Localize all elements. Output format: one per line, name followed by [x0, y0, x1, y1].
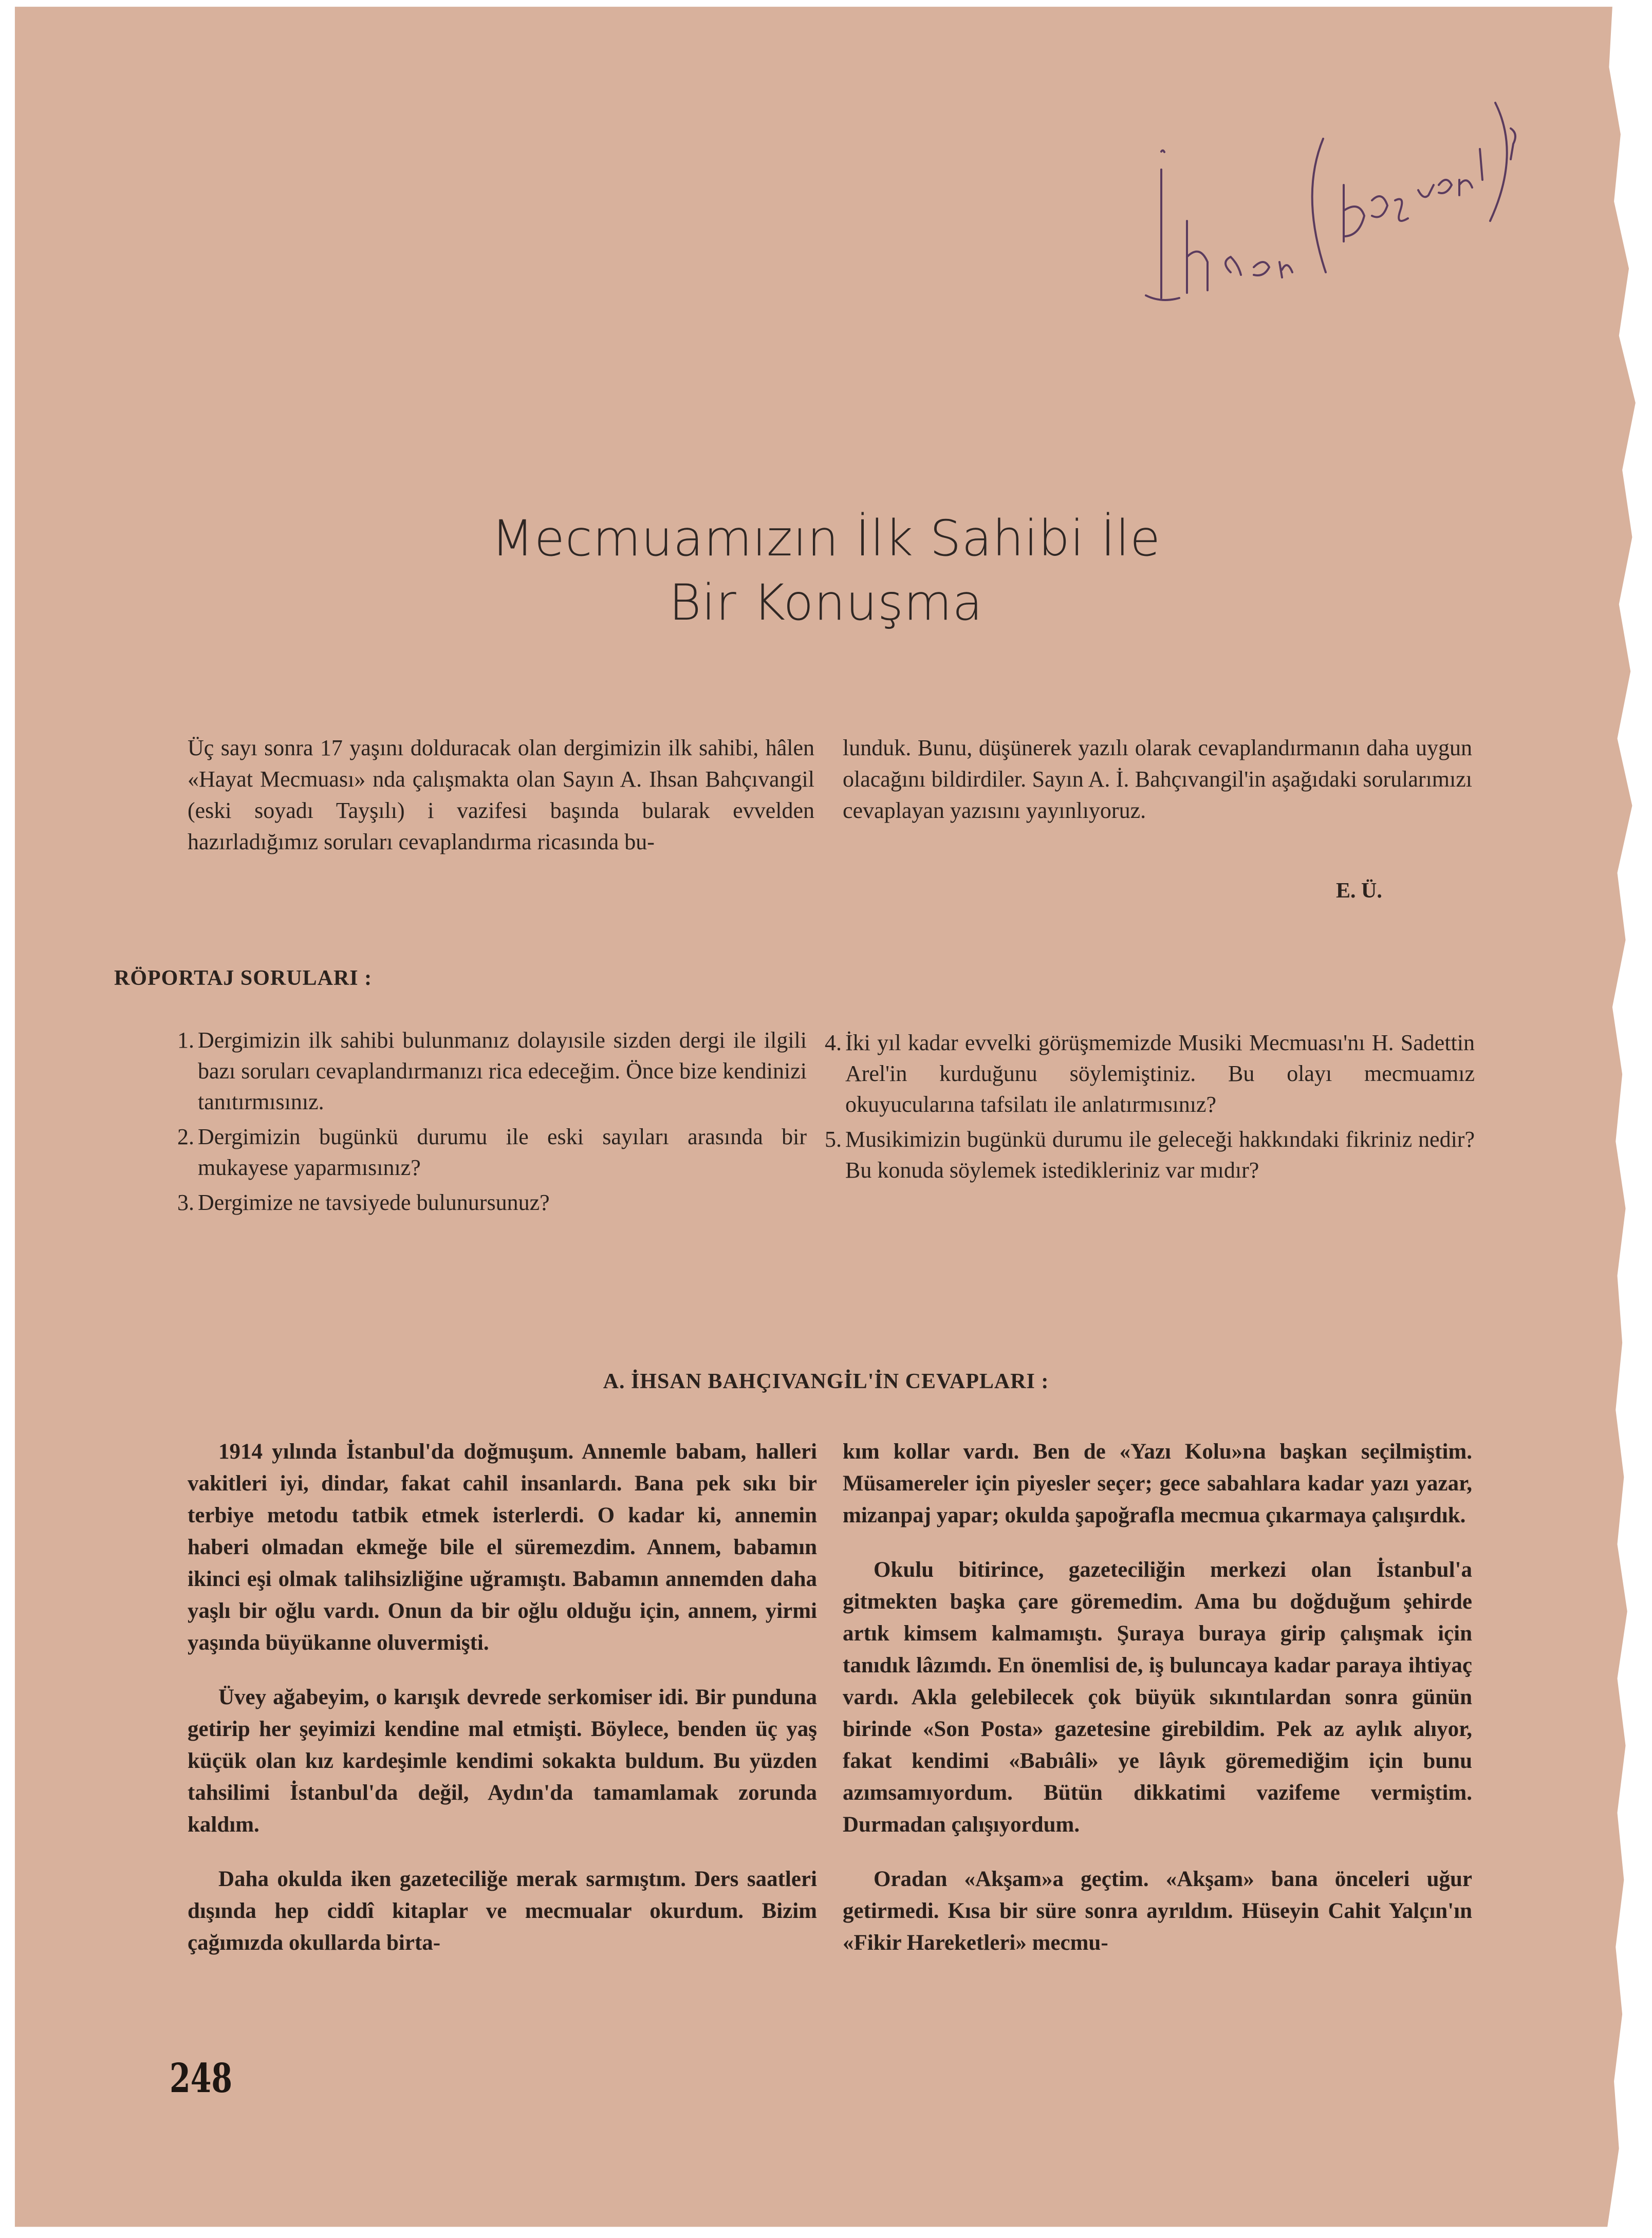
question-number: 5. [825, 1127, 842, 1152]
answer-paragraph: Üvey ağabeyim, o karışık devrede serkomiser idi. Bir punduna getirip her şeyimizi kendine mal etmişti. Böylece, benden üç yaş küçük olan kız kardeşimle kendimi sokakta buldum. Bu yüzden tahsilimi İstanbul'da değil, Aydın'da tamamlamak zorunda kaldım. [188, 1685, 817, 1837]
intro-signature: E. Ü. [1336, 879, 1382, 903]
question-number: 2. [177, 1124, 194, 1149]
handwritten-annotation [1084, 92, 1521, 319]
article-title: Mecmuamızın İlk Sahibi İle [491, 510, 1161, 567]
question-item [177, 1187, 807, 1218]
question-item [825, 1124, 1475, 1186]
question-text: Musikimizin bugünkü durumu ile geleceği hakkındaki fikriniz nedir? Bu konuda söylemek istedikleriniz var mıdır? [845, 1127, 1475, 1183]
question-number: 3. [177, 1190, 194, 1215]
intro-paragraph-right: lunduk. Bunu, düşünerek yazılı olarak cevaplandırmanın daha uygun olacağını bildirdiler. Sayın A. İ. Bahçıvangil'in aşağıdaki sorularımızı cevaplayan yazısını yayınlıyoruz. [843, 735, 1472, 823]
questions-list-left [177, 1025, 807, 1222]
question-text: İki yıl kadar evvelki görüşmemizde Musiki Mecmuası'nı H. Sadettin Arel'in kurduğunu söylemiştiniz. Bu olayı mecmuamız okuyucularına tafsilatı ile anlatırmısınız? [845, 1030, 1475, 1117]
answers-heading: A. İHSAN BAHÇIVANGİL'İN CEVAPLARI : [603, 1370, 1049, 1393]
question-item [825, 1028, 1475, 1120]
answer-paragraph: Okulu bitirince, gazeteciliğin merkezi olan İstanbul'a gitmekten başka çare göremedim. Ama bu doğduğum şehirde artık kimsem kalmamıştı. Şuraya buraya girip çalışmak için tanıdık lâzımdı. En önemlisi de, iş buluncaya kadar paraya ihtiyaç vardı. Akla gelebilecek çok büyük sıkıntılardan sonra günün birinde «Son Posta» gazetesine girebildim. Pek az aylık alıyor, fakat kendimi «Babıâli» ye lâyık göremediğim için bunu azımsamıyordum. Bütün dikkatimi vazifeme vermiştim. Durmadan çalışıyordum. [843, 1558, 1472, 1837]
question-number: 4. [825, 1030, 842, 1055]
answer-paragraph: Daha okulda iken gazeteciliğe merak sarmıştım. Ders saatleri dışında hep ciddî kitaplar ve mecmualar okurdum. Bizim çağımızda okullarda birta- [188, 1867, 817, 1955]
answer-paragraph: kım kollar vardı. Ben de «Yazı Kolu»na başkan seçilmiştim. Müsamereler için piyesler seçer; gece sabahlara kadar yazı yazar, mizanpaj yapar; okulda şapoğrafla mecmua çıkarmaya çalışırdık. [843, 1440, 1472, 1527]
question-text: Dergimizin bugünkü durumu ile eski sayıları arasında bir mukayese yaparmısınız? [198, 1124, 807, 1180]
question-text: Dergimize ne tavsiyede bulunursunuz? [198, 1190, 550, 1215]
questions-list-right [825, 1028, 1475, 1190]
question-item [177, 1025, 807, 1117]
handwriting-text: İhsan (Bahçıvangil) ? [1084, 92, 1089, 93]
article-title-line2: Bir Konuşma [669, 574, 983, 631]
question-item [177, 1122, 807, 1183]
questions-heading: RÖPORTAJ SORULARI : [114, 966, 373, 990]
question-number: 1. [177, 1028, 194, 1053]
answer-paragraph: Oradan «Akşam»a geçtim. «Akşam» bana önceleri uğur getirmedi. Kısa bir süre sonra ayrıldım. Hüseyin Cahit Yalçın'ın «Fikir Hareketleri» mecmu- [843, 1867, 1472, 1955]
question-text: Dergimizin ilk sahibi bulunmanız dolayısile sizden dergi ile ilgili bazı soruları cevaplandırmanızı rica edeceğim. Önce bize kendinizi tanıtırmısınız. [198, 1028, 807, 1114]
answers-column-right [843, 1436, 1472, 1982]
intro-paragraph-left: Üç sayı sonra 17 yaşını dolduracak olan dergimizin ilk sahibi, hâlen «Hayat Mecmuası» nda çalışmakta olan Sayın A. Ihsan Bahçıvangil (eski soyadı Tayşılı) i vazifesi başında bularak evvelden hazırladığımız soruları cevaplandırma ricasında bu- [188, 735, 814, 854]
page-number: 248 [170, 2055, 233, 2102]
answers-column-left [188, 1436, 817, 1982]
answer-paragraph: 1914 yılında İstanbul'da doğmuşum. Annemle babam, halleri vakitleri iyi, dindar, fakat cahil insanlardı. Bana pek sıkı bir terbiye metodu tatbik etmek isterlerdi. O kadar ki, annemin haberi olmadan ekmeğe bile el süremezdim. Annem, babamın ikinci eşi olmak talihsizliğine uğramıştı. Babamın annemden daha yaşlı bir oğlu vardı. Onun da bir oğlu olduğu için, annem, yirmi yaşında büyükanne oluvermişti. [188, 1440, 817, 1655]
